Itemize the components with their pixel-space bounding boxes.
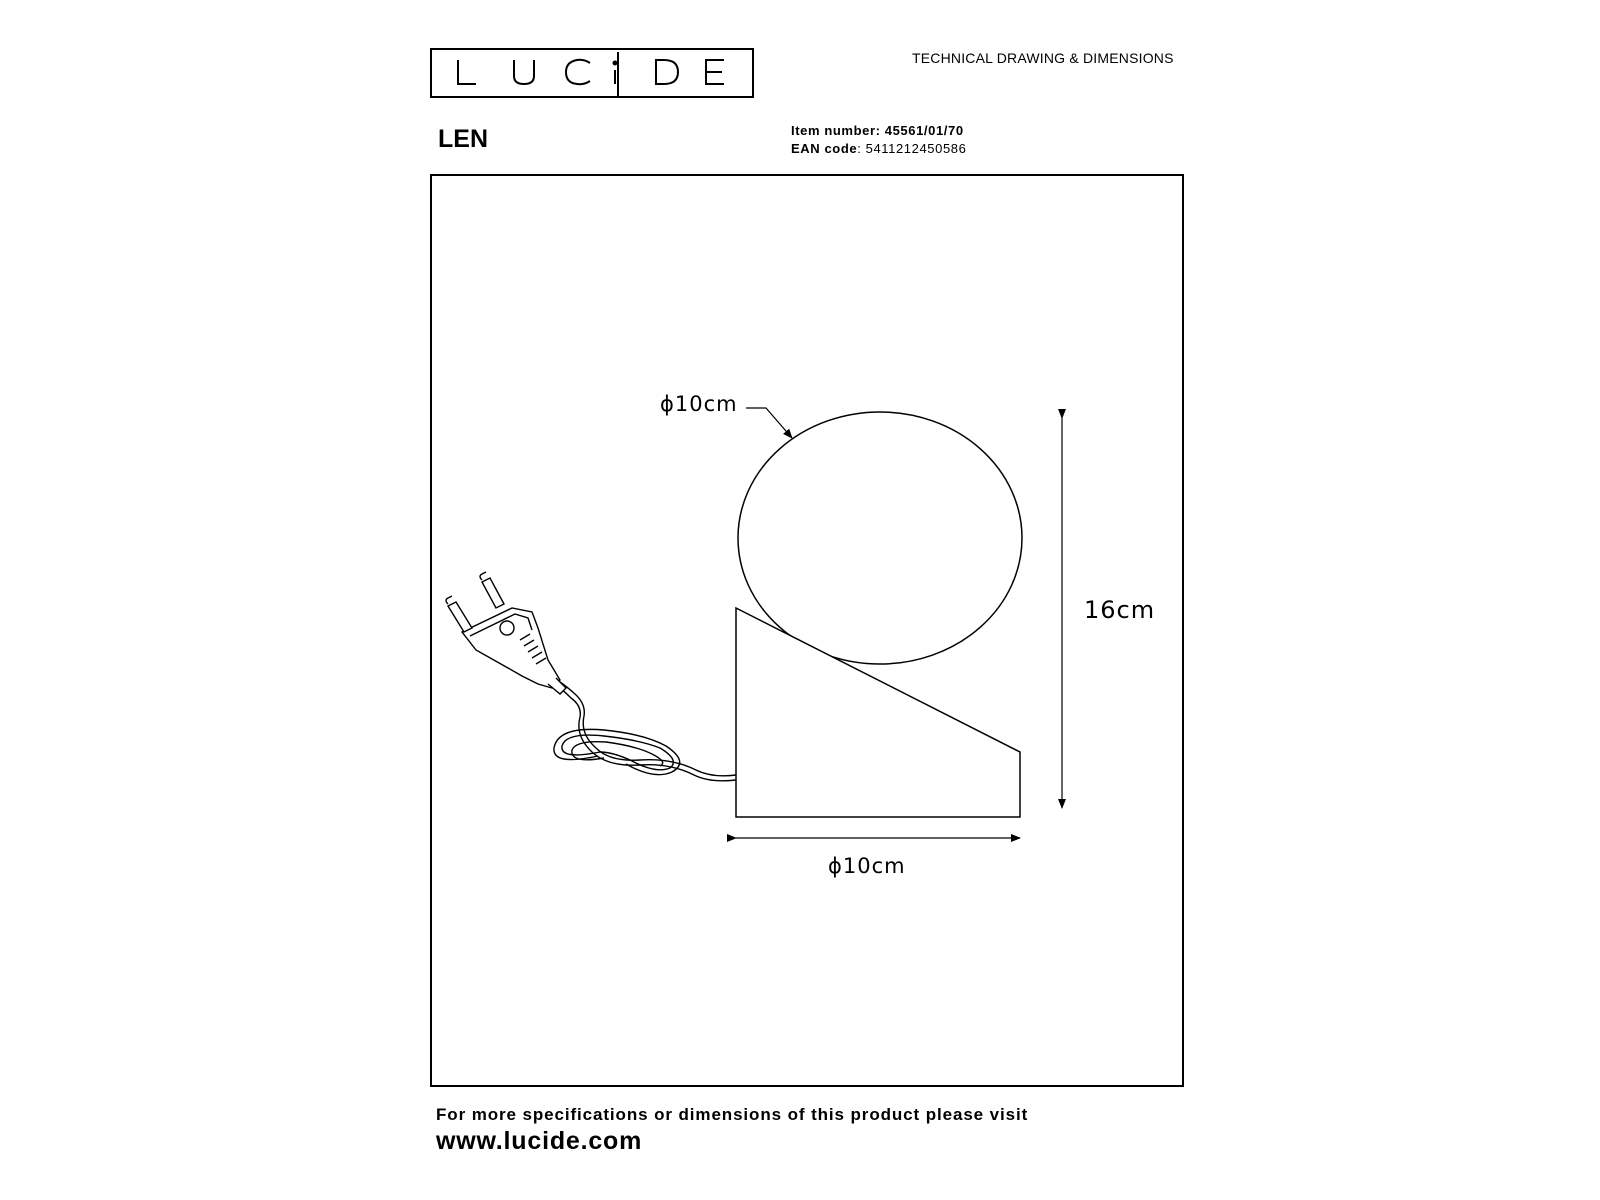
- height-label: 16cm: [1084, 596, 1156, 624]
- globe-diameter-label: ϕ10cm: [660, 392, 738, 416]
- globe-leader-line: [746, 408, 792, 438]
- item-number-value: 45561/01/70: [884, 123, 964, 138]
- ean-value: : 5411212450586: [857, 141, 967, 156]
- base-diameter-label: ϕ10cm: [828, 854, 906, 878]
- lamp-globe: [738, 412, 1022, 664]
- footer-text: For more specifications or dimensions of this product please visit: [436, 1105, 1029, 1124]
- power-plug-icon: [446, 572, 566, 694]
- ean-label: EAN code: [791, 141, 858, 156]
- document-title: TECHNICAL DRAWING & DIMENSIONS: [912, 50, 1174, 66]
- website-link[interactable]: www.lucide.com: [436, 1127, 643, 1155]
- item-number-label: Item number:: [791, 123, 881, 138]
- power-cable: [554, 682, 736, 781]
- product-name: LEN: [438, 125, 488, 153]
